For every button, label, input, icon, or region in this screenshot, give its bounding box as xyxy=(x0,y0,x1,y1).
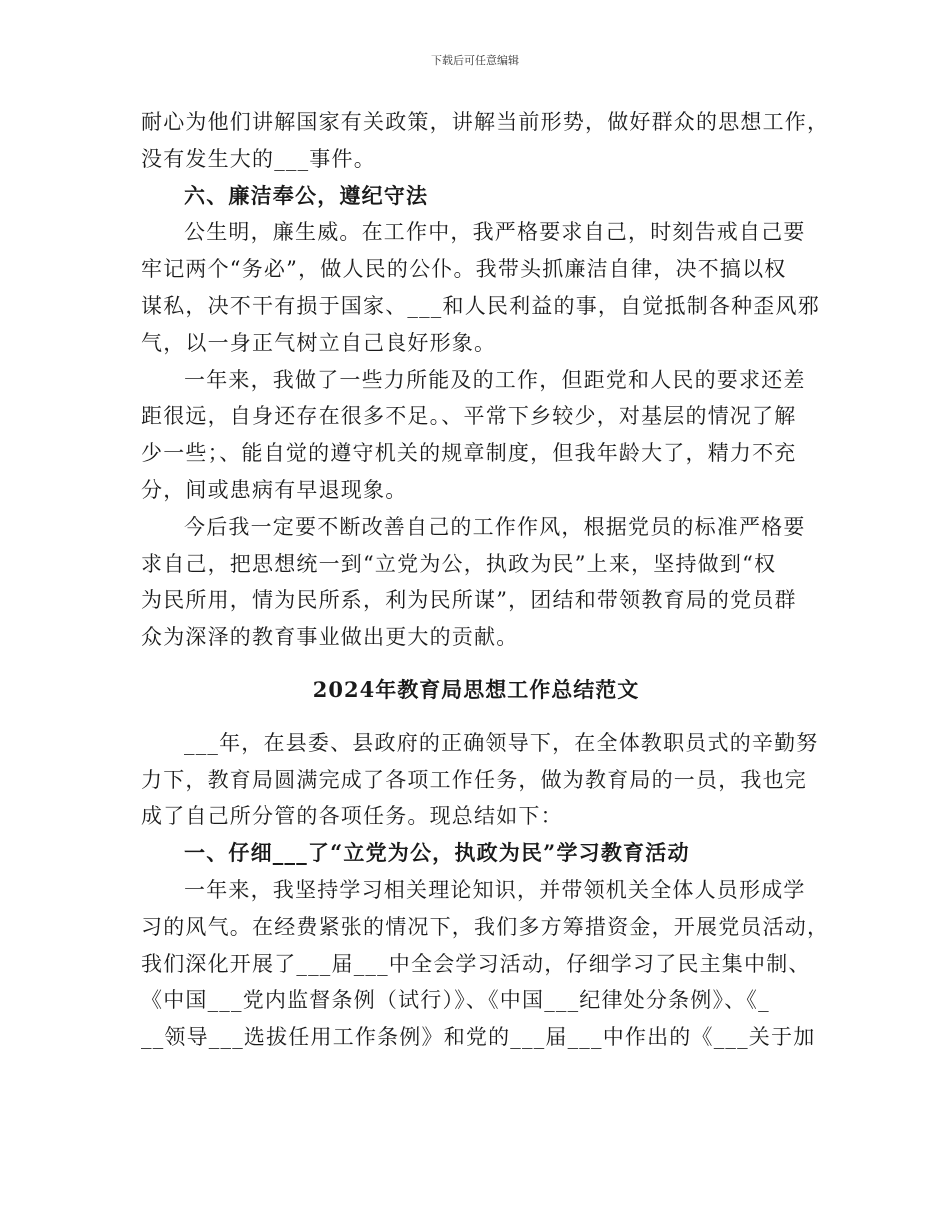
document-body xyxy=(141,104,830,1056)
paragraph-integrity xyxy=(141,214,820,361)
body-line: ___年，在县委、县政府的正确领导下，在全体教职员式的辛勤努 xyxy=(184,730,819,755)
body-line: 《中国___党内监督条例（试行）》、《中国___纪律处分条例》、《_ xyxy=(141,988,770,1013)
paragraph-future xyxy=(141,509,811,656)
section-heading-6: 六、廉洁奉公，遵纪守法 xyxy=(184,182,429,208)
body-line: 我们深化开展了___届___中全会学习活动，仔细学习了民主集中制、 xyxy=(141,951,811,976)
paragraph-shortcomings xyxy=(141,362,811,509)
body-line: 成了自己所分管的各项任务。现总结如下： xyxy=(141,804,563,829)
body-line: 今后我一定要不断改善自己的工作作风，根据党员的标准严格要 xyxy=(184,514,806,539)
body-line: 牢记两个“务必”，做人民的公仆。我带头抓廉洁自律，决不搞以权 xyxy=(141,257,787,282)
body-line: 没有发生大的___事件。 xyxy=(141,146,376,171)
body-line: 谋私，决不干有损于国家、___和人民利益的事，自觉抵制各种歪风邪 xyxy=(141,293,820,318)
page-header: 下载后可任意编辑 xyxy=(431,54,519,67)
body-line: __领导___选拔任用工作条例》和党的___届___中作出的《___关于加 xyxy=(141,1025,816,1050)
body-line: 距很远，自身还存在很多不足。、平常下乡较少，对基层的情况了解 xyxy=(141,404,797,429)
body-line: 习的风气。在经费紧张的情况下，我们多方筹措资金，开展党员活动， xyxy=(141,914,830,939)
body-line: 耐心为他们讲解国家有关政策，讲解当前形势，做好群众的思想工作， xyxy=(141,110,830,134)
body-line: 少一些；、能自觉的遵守机关的规章制度，但我年龄大了，精力不充 xyxy=(141,441,797,466)
body-line: 一年来，我做了一些力所能及的工作，但距党和人民的要求还差 xyxy=(184,367,806,392)
body-line: 求自己，把思想统一到“立党为公，执政为民”上来，坚持做到“权 xyxy=(141,551,777,576)
body-line: 力下，教育局圆满完成了各项工作任务，做为教育局的一员，我也完 xyxy=(141,767,807,792)
body-line: 一年来，我坚持学习相关理论知识，并带领机关全体人员形成学 xyxy=(184,877,806,902)
body-line: 公生明，廉生威。在工作中，我严格要求自己，时刻告戒自己要 xyxy=(184,220,806,245)
body-line: 为民所用，情为民所系，利为民所谋”，团结和带领教育局的党员群 xyxy=(141,588,797,613)
section-heading-1: 一、仔细___了“立党为公，执政为民”学习教育活动 xyxy=(184,840,690,866)
paragraph-study xyxy=(141,872,830,1056)
body-line: 众为深泽的教育事业做出更大的贡献。 xyxy=(141,625,519,650)
paragraph-intro xyxy=(141,725,819,835)
body-line: 分，间或患病有早退现象。 xyxy=(141,477,408,502)
body-line: 气，以一身正气树立自己良好形象。 xyxy=(141,330,497,355)
article-title: 2024年教育局思想工作总结范文 xyxy=(312,676,640,702)
